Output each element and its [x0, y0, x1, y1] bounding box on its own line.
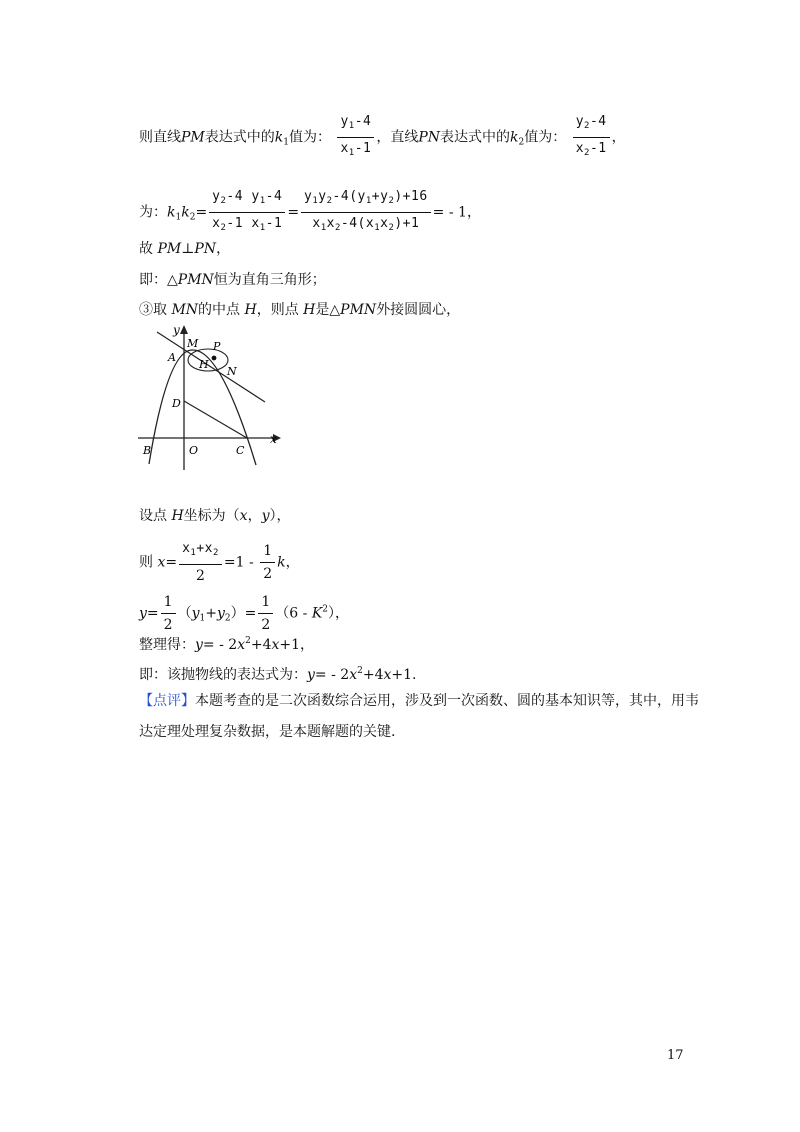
text: ，直线: [376, 129, 419, 146]
text: （6 -: [275, 605, 312, 622]
text: ），: [269, 508, 291, 524]
segment-dc: [184, 401, 247, 438]
text: =: [287, 204, 300, 221]
line-y-value: [139, 592, 349, 635]
text: +: [205, 605, 217, 622]
var-y: y: [216, 605, 225, 622]
var-pn: PN: [194, 241, 217, 257]
var-y: y: [307, 667, 315, 683]
point-p: [212, 356, 217, 361]
text: 是△: [315, 302, 341, 318]
label-b: B: [143, 444, 152, 457]
comment-tag: 【点评】: [139, 693, 195, 709]
text: ，: [247, 508, 262, 524]
text: = - 2: [314, 667, 350, 683]
var-x: x: [239, 508, 248, 524]
text: ，: [611, 129, 626, 146]
text: 设点: [139, 508, 172, 524]
text: +1.: [391, 667, 417, 683]
text: （: [177, 605, 192, 622]
line-product: [139, 187, 481, 238]
label-d: D: [172, 397, 181, 410]
line-slopes: [139, 112, 626, 163]
fraction-half: $\frac{1}{2}$: [260, 541, 275, 584]
text: ），: [328, 605, 350, 622]
text: = - 1，: [432, 204, 481, 221]
fraction-half: $\frac{1}{2}$: [258, 592, 273, 635]
perp-symbol: ⊥: [181, 241, 195, 257]
label-n: N: [227, 365, 237, 378]
superscript: 2: [322, 604, 329, 615]
line-perpendicular: [139, 239, 230, 259]
subscript: 2: [518, 137, 525, 148]
superscript: 2: [357, 666, 363, 676]
text: 即：△: [139, 272, 178, 288]
line-right-triangle: [139, 270, 326, 290]
var-k: k: [181, 204, 190, 221]
line-mn: [157, 332, 265, 402]
page-number: 17: [667, 1048, 684, 1063]
label-p: P: [213, 340, 221, 353]
text: 则: [139, 554, 158, 571]
fraction-half: $\frac{1}{2}$: [161, 592, 176, 635]
var-x: x: [383, 667, 392, 683]
subscript: 2: [189, 212, 196, 223]
line-midpoint: [139, 300, 460, 320]
line-x-value: [139, 539, 300, 586]
text: ）: [230, 605, 245, 622]
comment-text: 达定理处理复杂数据，是本题解题的关键.: [139, 724, 396, 740]
var-h: H: [244, 302, 257, 318]
text: 值为：: [288, 129, 331, 146]
line-simplify: [139, 631, 314, 655]
text: 表达式中的: [440, 129, 511, 146]
text: ，则点: [256, 302, 304, 318]
geometry-figure: [135, 320, 285, 470]
var-x: x: [349, 667, 358, 683]
text: 表达式中的: [204, 129, 275, 146]
text: +4: [250, 637, 272, 653]
text: =1 -: [223, 554, 259, 571]
var-k: k: [510, 129, 519, 146]
label-a: A: [168, 351, 176, 364]
text: =: [195, 204, 208, 221]
var-k: k: [167, 204, 176, 221]
comment-text: 本题考查的是二次函数综合运用，涉及到一次函数、圆的基本知识等，其中，用韦: [195, 693, 699, 709]
text: ，: [285, 554, 300, 571]
fraction-k1: $\frac{y_1-4}{x_1-1}$: [337, 112, 374, 163]
text: =: [165, 554, 178, 571]
text: = - 2: [202, 637, 238, 653]
var-mn: MN: [171, 302, 199, 318]
text: 则直线: [139, 129, 181, 146]
fraction-k2: $\frac{y_2-4}{x_2-1}$: [573, 112, 610, 163]
text: =: [244, 605, 257, 622]
text: 外接圆圆心，: [376, 302, 461, 318]
var-h: H: [303, 302, 316, 318]
line-set-h: [139, 506, 291, 526]
text: ，: [216, 241, 231, 257]
fraction-midpoint-x: $\frac{x_1+x_2}{2}$: [179, 539, 222, 586]
text: 为：: [139, 204, 167, 221]
text: 即：该抛物线的表达式为：: [139, 667, 307, 683]
line-final-expression: [139, 661, 416, 685]
text: 恒为直角三角形；: [213, 272, 326, 288]
subscript: 1: [175, 212, 182, 223]
comment-line-2: [139, 722, 395, 742]
label-o: O: [189, 444, 199, 457]
var-k: k: [277, 554, 286, 571]
var-pn: PN: [418, 129, 441, 146]
text: 值为：: [524, 129, 567, 146]
var-x: x: [157, 554, 166, 571]
var-pmn: PMN: [177, 272, 214, 288]
var-pm: PM: [181, 129, 205, 146]
subscript: 1: [199, 613, 206, 624]
text: 故: [139, 241, 158, 257]
comment-line-1: [139, 691, 699, 711]
label-m: M: [187, 337, 199, 350]
label-h: H: [199, 358, 209, 371]
text: 的中点: [198, 302, 245, 318]
var-y: y: [139, 605, 147, 622]
superscript: 2: [245, 636, 251, 646]
text: 坐标为（: [183, 508, 240, 524]
var-x: x: [237, 637, 246, 653]
subscript: 2: [224, 613, 231, 624]
label-c: C: [236, 444, 245, 457]
fraction-vieta: $\frac{y_1y_2-4(y_1+y_2)+16}{x_1x_2-4(x_1x_2)+1}$: [301, 187, 431, 238]
text: =: [146, 605, 159, 622]
var-k: K: [311, 605, 323, 622]
var-h: H: [171, 508, 184, 524]
label-x: x: [270, 432, 277, 446]
var-x: x: [271, 637, 280, 653]
y-axis-arrow: [180, 325, 188, 334]
text: +1，: [279, 637, 315, 653]
var-pm: PM: [157, 241, 182, 257]
subscript: 1: [283, 137, 289, 148]
var-y: y: [195, 637, 203, 653]
text: +4: [362, 667, 384, 683]
text: ③取: [139, 302, 172, 318]
var-y: y: [261, 508, 270, 524]
var-y: y: [191, 605, 200, 622]
fraction-product: $\frac{y_2-4 y_1-4}{x_2-1 x_1-1}$: [209, 187, 285, 238]
text: 整理得：: [139, 637, 195, 653]
label-y: y: [173, 323, 180, 337]
var-pmn: PMN: [340, 302, 377, 318]
var-k: k: [274, 129, 284, 146]
